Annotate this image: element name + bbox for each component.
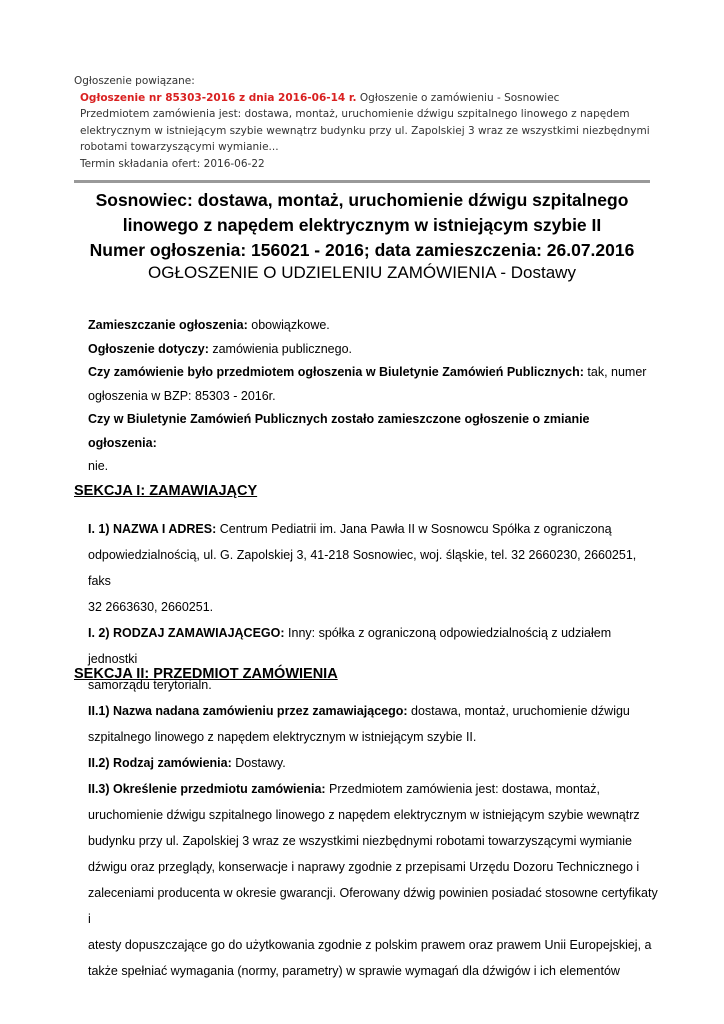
- field-label: I. 1) NAZWA I ADRES:: [88, 522, 217, 536]
- subtitle-suffix: - Dostawy: [495, 263, 576, 282]
- meta-label: Czy w Biuletynie Zamówień Publicznych zostało zamieszczone ogłoszenie o zmianie ogłoszenia:: [88, 412, 590, 450]
- field-value: uruchomienie dźwigu szpitalnego linowego z napędem elektrycznym w istniejącym szybie wewnątrz: [88, 808, 640, 822]
- meta-value: nie.: [88, 459, 109, 473]
- field-value: dźwigu oraz przeglądy, konserwacje i naprawy zgodnie z przepisami Urzędu Dozoru Technicznego i: [88, 860, 640, 874]
- page-subtitle: [74, 262, 650, 284]
- field-label: II.3) Określenie przedmiotu zamówienia:: [88, 782, 326, 796]
- meta-value: tak, numer: [583, 365, 647, 379]
- title-line: Numer ogłoszenia: 156021 - 2016; data zamieszczenia: 26.07.2016: [89, 240, 635, 260]
- field-value: także spełniać wymagania (normy, parametry) w sprawie wymagań dla dźwigów i ich elementów: [88, 964, 620, 978]
- section2-body: [88, 698, 658, 984]
- field-value: Dostawy.: [231, 756, 286, 770]
- field-value: atesty dopuszczające go do użytkowania zgodnie z polskim prawem oraz prawem Unii Europejskiej, a: [88, 938, 652, 952]
- related-notice-link[interactable]: Ogłoszenie nr 85303-2016 z dnia 2016-06-14 r.: [80, 91, 357, 104]
- field-label: II.2) Rodzaj zamówienia:: [88, 756, 232, 770]
- field-value: budynku przy ul. Zapolskiej 3 wraz ze wszystkimi niezbędnymi robotami towarzyszącymi wymianie: [88, 834, 632, 848]
- related-label: Ogłoszenie powiązane:: [74, 75, 195, 87]
- meta-label: Czy zamówienie było przedmiotem ogłoszenia w Biuletynie Zamówień Publicznych:: [88, 365, 584, 379]
- field-value: Przedmiotem zamówienia jest: dostawa, montaż,: [325, 782, 600, 796]
- section-heading: SEKCJA I: ZAMAWIAJĄCY: [74, 483, 258, 499]
- meta-label: Ogłoszenie dotyczy:: [88, 341, 209, 356]
- related-notice-type: Ogłoszenie o zamówieniu - Sosnowiec: [356, 91, 560, 104]
- page-title: [74, 188, 650, 263]
- meta-value: zamówienia publicznego.: [208, 341, 352, 356]
- field-value: samorządu terytorialn.: [88, 678, 212, 692]
- field-value: zaleceniami producenta w okresie gwarancji. Oferowany dźwig powinien posiadać stosowne certyfikaty i: [88, 886, 658, 926]
- subtitle-main: OGŁOSZENIE O UDZIELENIU ZAMÓWIENIA: [148, 263, 496, 282]
- section-heading: SEKCJA II: PRZEDMIOT ZAMÓWIENIA: [74, 666, 338, 682]
- title-line: linowego z napędem elektrycznym w istniejącym szybie II: [122, 215, 602, 235]
- field-value: dostawa, montaż, uruchomienie dźwigu: [407, 704, 630, 718]
- meta-value: obowiązkowe.: [247, 318, 330, 332]
- field-value: odpowiedzialnością, ul. G. Zapolskiej 3, 41-218 Sosnowiec, woj. śląskie, tel. 32 2660230, 2660251, faks: [88, 548, 637, 588]
- title-line: Sosnowiec: dostawa, montaż, uruchomienie dźwigu szpitalnego: [95, 190, 629, 210]
- related-desc-line: Przedmiotem zamówienia jest: dostawa, montaż, uruchomienie dźwigu szpitalnego linowego z napędem: [80, 108, 630, 121]
- meta-value: ogłoszenia w BZP: 85303 - 2016r.: [88, 388, 276, 403]
- meta-label: Zamieszczanie ogłoszenia:: [88, 318, 248, 332]
- related-box: [74, 90, 664, 173]
- notice-meta: [88, 314, 658, 479]
- divider: [74, 180, 650, 183]
- related-deadline: Termin składania ofert: 2016-06-22: [80, 157, 265, 170]
- field-value: szpitalnego linowego z napędem elektrycznym w istniejącym szybie II.: [88, 730, 477, 744]
- related-notice: [74, 73, 664, 173]
- related-desc-line: robotami towarzyszącymi wymianie...: [80, 141, 279, 154]
- field-label: I. 2) RODZAJ ZAMAWIAJĄCEGO:: [88, 626, 285, 640]
- related-desc-line: elektrycznym w istniejącym szybie wewnątrz budynku przy ul. Zapolskiej 3 wraz ze wszystkimi niezbędnymi: [80, 124, 650, 137]
- field-value: Centrum Pediatrii im. Jana Pawła II w Sosnowcu Spółka z ograniczoną: [216, 522, 612, 536]
- field-label: II.1) Nazwa nadana zamówieniu przez zamawiającego:: [88, 704, 408, 718]
- field-value: Inny: spółka z ograniczoną odpowiedzialnością z udziałem jednostki: [88, 626, 612, 666]
- field-value: 32 2663630, 2660251.: [88, 600, 214, 614]
